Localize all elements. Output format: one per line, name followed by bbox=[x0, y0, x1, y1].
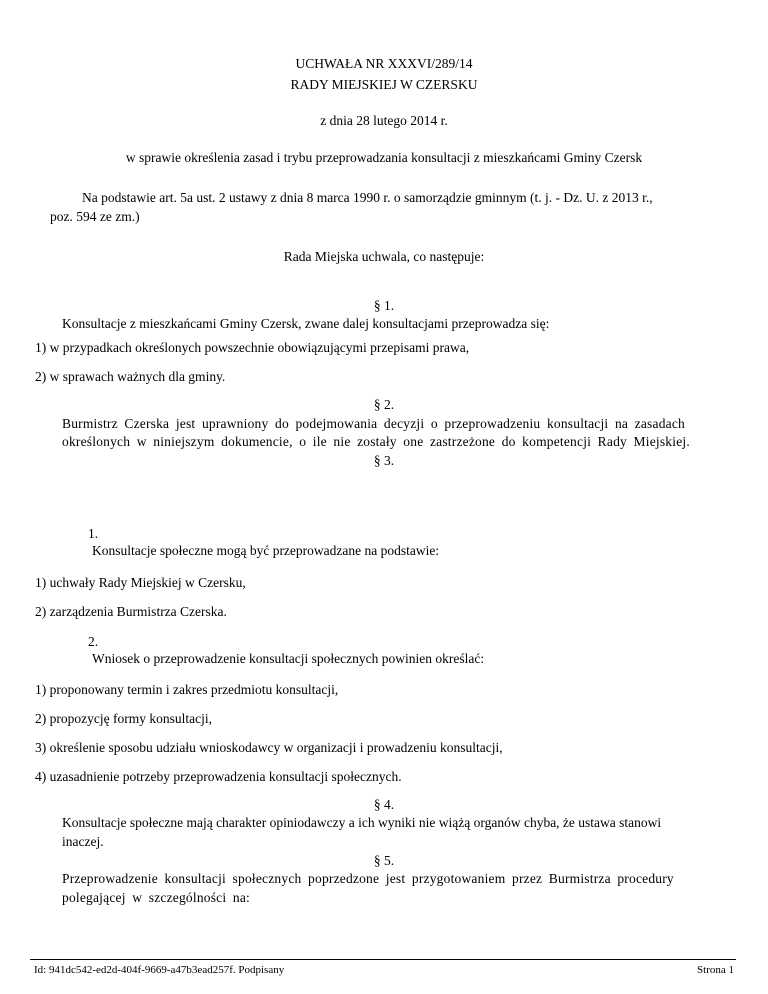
section-4-line2: inaczej. bbox=[62, 834, 104, 849]
section-1-heading: § 1. bbox=[373, 298, 395, 313]
list-item: 2) w sprawach ważnych dla gminy. bbox=[35, 369, 226, 384]
section-1-intro: Konsultacje z mieszkańcami Gminy Czersk, zwane dalej konsultacjami przeprowadza się: bbox=[62, 316, 550, 331]
document-title-line2: RADY MIEJSKIEJ W CZERSKU bbox=[290, 77, 478, 92]
section-4-heading: § 4. bbox=[373, 797, 395, 812]
resolution-statement: Rada Miejska uchwala, co następuje: bbox=[283, 249, 485, 264]
document-title-line1: UCHWAŁA NR XXXVI/289/14 bbox=[295, 56, 473, 71]
list-item: 2) zarządzenia Burmistrza Czerska. bbox=[35, 604, 227, 619]
footer-divider bbox=[30, 959, 736, 960]
document-date: z dnia 28 lutego 2014 r. bbox=[320, 113, 448, 128]
section-2-line2: określonych w niniejszym dokumencie, o ile nie zostały one zastrzeżone do kompetencji Rady Miejskiej. bbox=[62, 434, 690, 449]
section-5-line1: Przeprowadzenie konsultacji społecznych poprzedzone jest przygotowaniem przez Burmistrza procedury bbox=[62, 871, 674, 886]
footer-document-id: Id: 941dc542-ed2d-404f-9669-a47b3ead257f. Podpisany bbox=[34, 964, 285, 976]
section-4-line1: Konsultacje społeczne mają charakter opiniodawczy a ich wyniki nie wiążą organów chyba, że ustawa stanowi bbox=[62, 815, 662, 830]
document-subject: w sprawie określenia zasad i trybu przeprowadzania konsultacji z mieszkańcami Gminy Czersk bbox=[125, 150, 643, 165]
list-item: 3) określenie sposobu udziału wnioskodawcy w organizacji i prowadzeniu konsultacji, bbox=[35, 740, 503, 755]
section-2-line1: Burmistrz Czerska jest uprawniony do podejmowania decyzji o przeprowadzeniu konsultacji na zasadach bbox=[62, 416, 685, 431]
list-item: 4) uzasadnienie potrzeby przeprowadzenia konsultacji społecznych. bbox=[35, 769, 402, 784]
list-item: 2) propozycję formy konsultacji, bbox=[35, 711, 212, 726]
list-item: 1) w przypadkach określonych powszechnie obowiązującymi przepisami prawa, bbox=[35, 340, 470, 355]
section-2-heading: § 2. bbox=[373, 397, 395, 412]
section-3-para2-text: Wniosek o przeprowadzenie konsultacji społecznych powinien określać: bbox=[92, 651, 485, 666]
section-5-line2: polegającej w szczególności na: bbox=[62, 890, 250, 905]
list-item: 1) uchwały Rady Miejskiej w Czersku, bbox=[35, 575, 246, 590]
section-5-heading: § 5. bbox=[373, 853, 395, 868]
section-3-para2-number: 2. bbox=[88, 634, 99, 649]
section-3-para1-text: Konsultacje społeczne mogą być przeprowadzane na podstawie: bbox=[92, 543, 440, 558]
legal-basis-line1: Na podstawie art. 5a ust. 2 ustawy z dnia 8 marca 1990 r. o samorządzie gminnym (t. j. - Dz. U. z 2013 r., bbox=[82, 190, 653, 205]
section-3-para1-number: 1. bbox=[88, 526, 99, 541]
list-item: 1) proponowany termin i zakres przedmiotu konsultacji, bbox=[35, 682, 339, 697]
footer-page-number: Strona 1 bbox=[697, 964, 734, 976]
legal-basis-line2: poz. 594 ze zm.) bbox=[50, 209, 140, 224]
section-3-heading: § 3. bbox=[373, 453, 395, 468]
